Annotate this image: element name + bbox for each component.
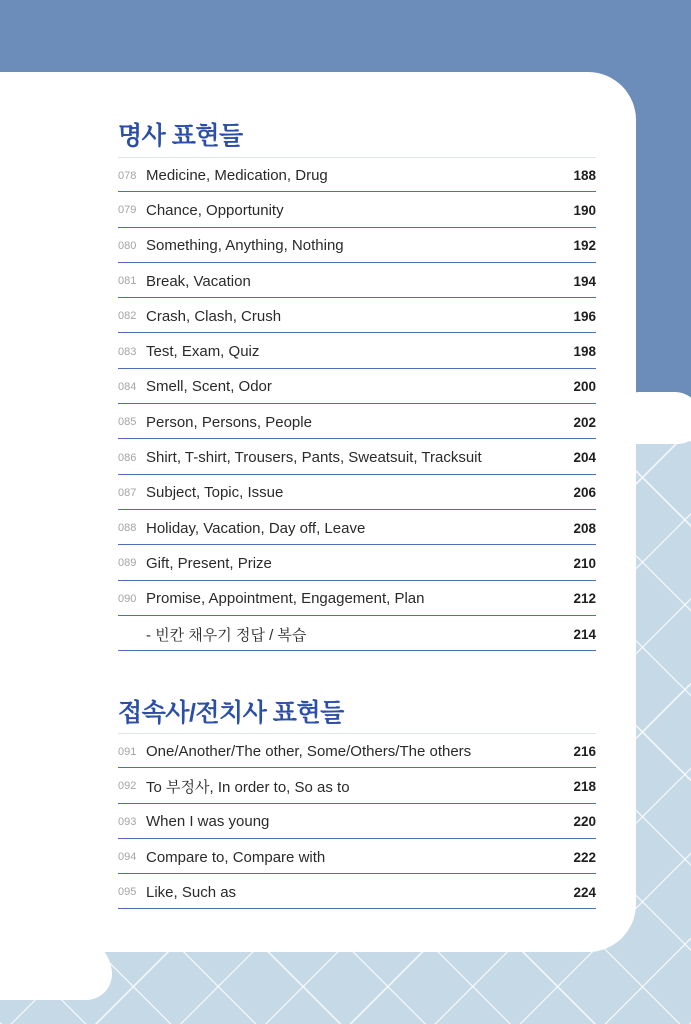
toc-entry[interactable] xyxy=(118,839,596,874)
entry-page-number: 224 xyxy=(573,884,596,900)
entry-title: Chance, Opportunity xyxy=(146,201,284,219)
entry-page-number: 212 xyxy=(573,591,596,607)
entry-number: 083 xyxy=(118,345,137,358)
toc-entry[interactable] xyxy=(118,333,596,368)
toc-entry[interactable] xyxy=(118,804,596,839)
section-title-conjunctions: 접속사/전치사 표현들 xyxy=(118,699,344,727)
toc-entry[interactable] xyxy=(118,581,596,616)
entry-page-number: 190 xyxy=(573,202,596,218)
entry-number: 093 xyxy=(118,815,137,828)
entry-number: 082 xyxy=(118,310,137,323)
entry-number: 091 xyxy=(118,745,137,758)
entry-number: 095 xyxy=(118,886,137,899)
entry-title: Compare to, Compare with xyxy=(146,848,326,866)
entry-number: 087 xyxy=(118,486,137,499)
entry-page-number: 206 xyxy=(573,485,596,501)
entry-title: Test, Exam, Quiz xyxy=(146,343,260,361)
entry-page-number: 220 xyxy=(573,814,596,830)
entry-page-number: 198 xyxy=(573,344,596,360)
entry-title: Gift, Present, Prize xyxy=(146,554,272,572)
entry-number: 092 xyxy=(118,780,137,793)
toc-entry[interactable] xyxy=(118,404,596,439)
toc-list-nouns xyxy=(118,157,596,651)
entry-page-number: 222 xyxy=(573,849,596,865)
entry-page-number: 194 xyxy=(573,273,596,289)
entry-number: 088 xyxy=(118,522,137,535)
toc-entry[interactable] xyxy=(118,439,596,474)
entry-page-number: 204 xyxy=(573,450,596,466)
entry-title: To 부정사, In order to, So as to xyxy=(146,778,350,796)
entry-number: 085 xyxy=(118,416,137,429)
toc-entry[interactable] xyxy=(118,298,596,333)
entry-title: Shirt, T-shirt, Trousers, Pants, Sweatsuit, Tracksuit xyxy=(146,449,482,467)
toc-entry[interactable] xyxy=(118,157,596,192)
entry-title: Holiday, Vacation, Day off, Leave xyxy=(146,519,366,537)
section-title-nouns: 명사 표현들 xyxy=(118,122,243,150)
entry-number: 081 xyxy=(118,275,137,288)
entry-page-number: 210 xyxy=(573,555,596,571)
entry-number: 086 xyxy=(118,451,137,464)
entry-number: 084 xyxy=(118,380,137,393)
entry-page-number: 192 xyxy=(573,238,596,254)
entry-page-number: 202 xyxy=(573,414,596,430)
entry-title: Subject, Topic, Issue xyxy=(146,484,284,502)
entry-number: 079 xyxy=(118,204,137,217)
entry-title: Medicine, Medication, Drug xyxy=(146,167,328,185)
entry-title: One/Another/The other, Some/Others/The others xyxy=(146,743,472,761)
toc-entry[interactable] xyxy=(118,510,596,545)
entry-page-number: 214 xyxy=(573,626,596,642)
toc-entry[interactable] xyxy=(118,874,596,909)
entry-title: When I was young xyxy=(146,813,270,831)
entry-page-number: 208 xyxy=(573,520,596,536)
entry-page-number: 188 xyxy=(573,168,596,184)
toc-entry[interactable] xyxy=(118,192,596,227)
toc-entry[interactable] xyxy=(118,228,596,263)
entry-number: 089 xyxy=(118,557,137,570)
entry-title: Something, Anything, Nothing xyxy=(146,237,344,255)
toc-entry[interactable] xyxy=(118,768,596,803)
entry-title: Smell, Scent, Odor xyxy=(146,378,272,396)
entry-title: Like, Such as xyxy=(146,883,237,901)
entry-title: Crash, Clash, Crush xyxy=(146,307,282,325)
entry-title: - 빈칸 채우기 정답 / 복습 xyxy=(146,626,307,644)
toc-entry[interactable] xyxy=(118,263,596,298)
toc-entry[interactable] xyxy=(118,545,596,580)
entry-page-number: 216 xyxy=(573,744,596,760)
entry-page-number: 196 xyxy=(573,308,596,324)
entry-title: Promise, Appointment, Engagement, Plan xyxy=(146,590,425,608)
entry-number: 078 xyxy=(118,169,137,182)
entry-number: 080 xyxy=(118,239,137,252)
toc-entry[interactable] xyxy=(118,733,596,768)
toc-entry[interactable] xyxy=(118,475,596,510)
entry-title: Person, Persons, People xyxy=(146,413,312,431)
toc-list-conjunctions xyxy=(118,733,596,909)
toc-entry[interactable] xyxy=(118,616,596,651)
toc-entry[interactable] xyxy=(118,369,596,404)
entry-page-number: 218 xyxy=(573,778,596,794)
entry-number: 090 xyxy=(118,592,137,605)
entry-title: Break, Vacation xyxy=(146,272,251,290)
entry-number: 094 xyxy=(118,851,137,864)
entry-page-number: 200 xyxy=(573,379,596,395)
